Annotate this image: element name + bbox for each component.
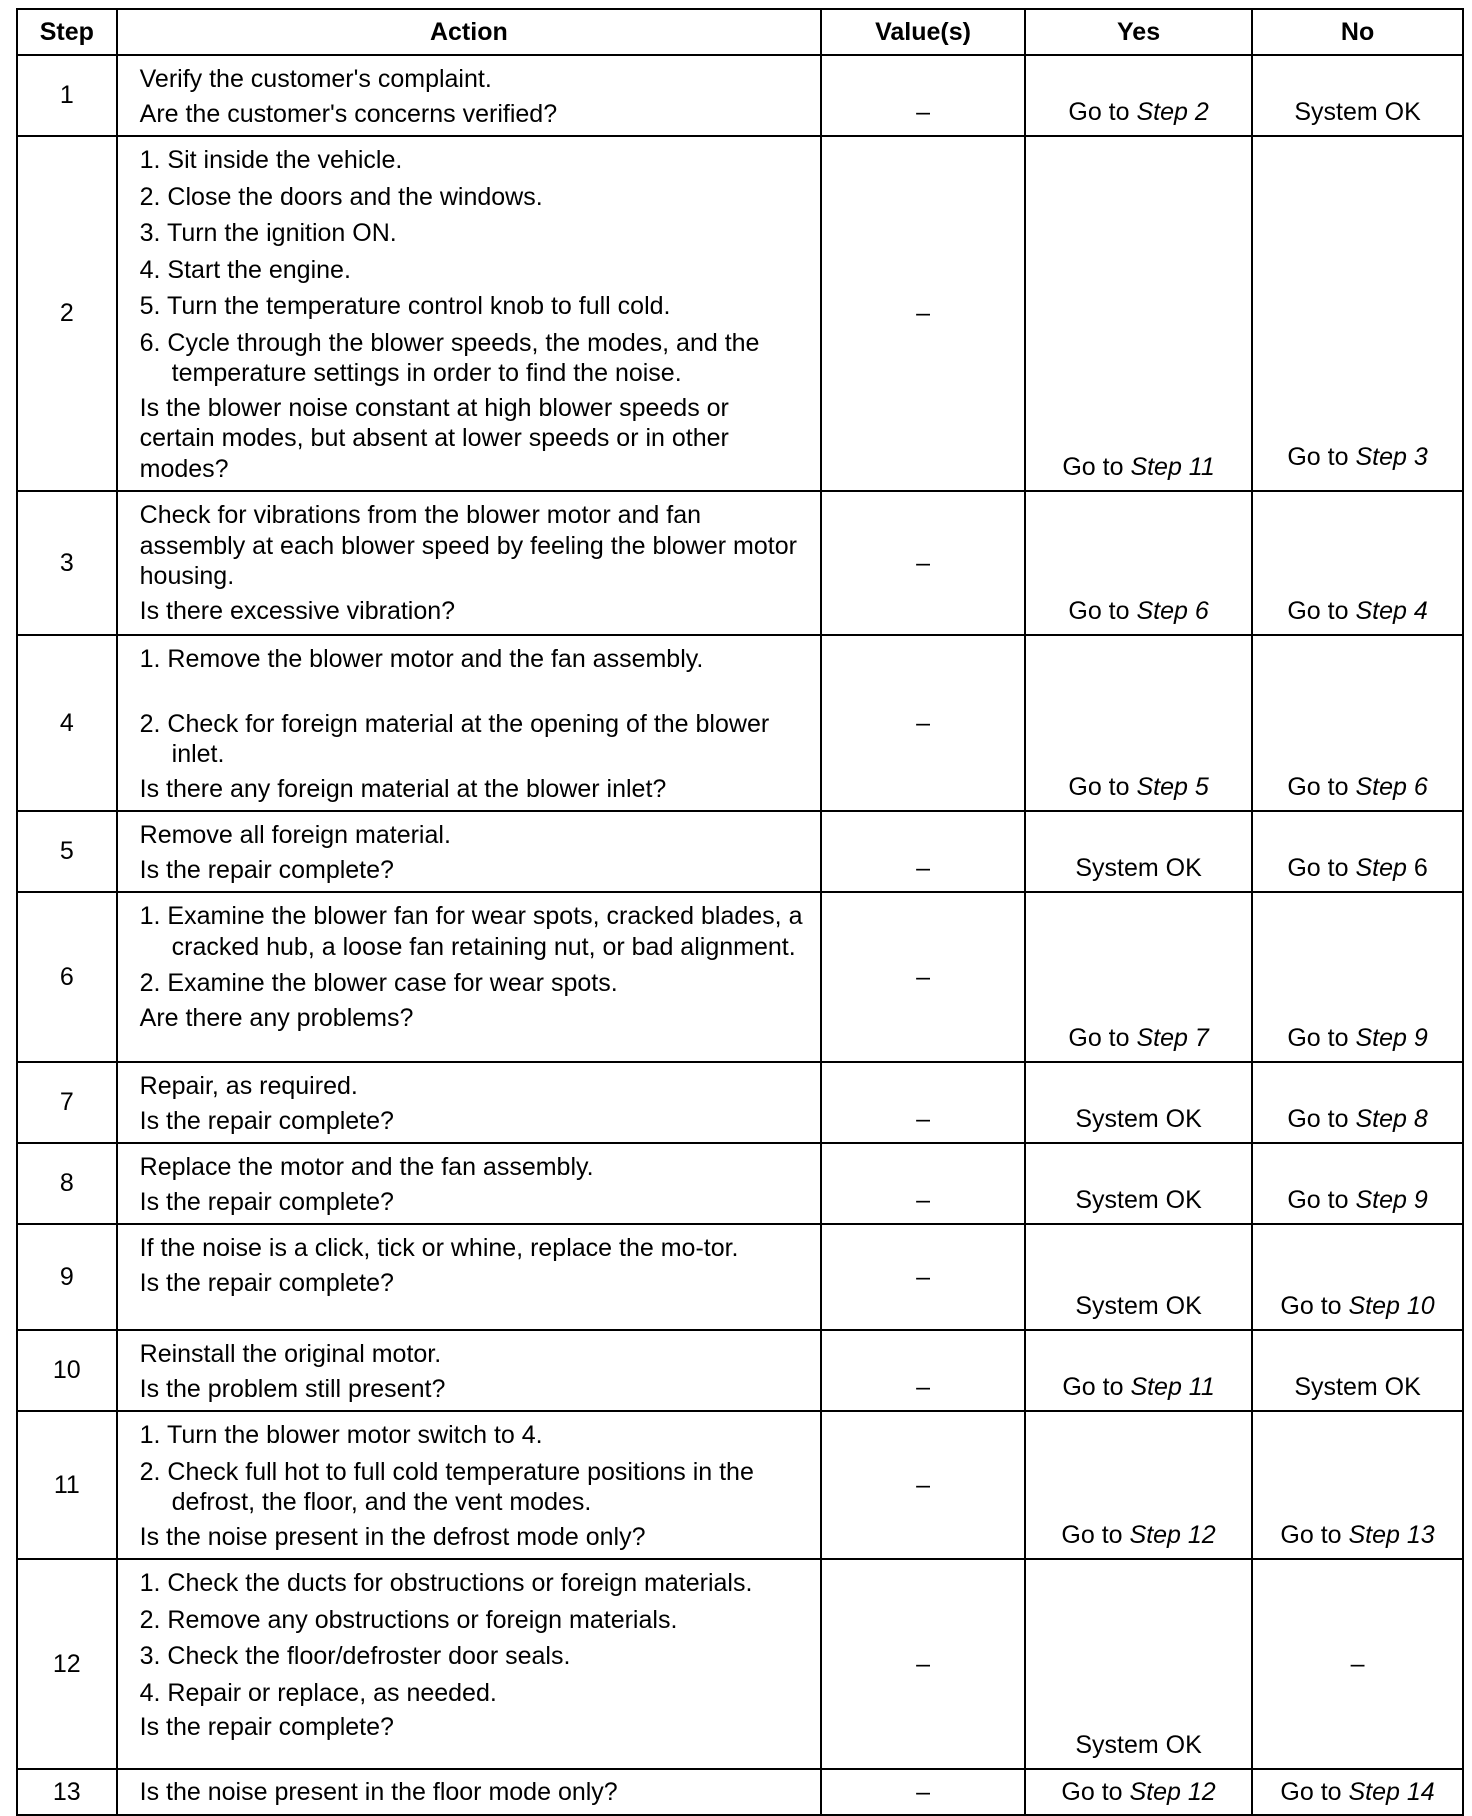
yes-text: Go to	[1068, 596, 1137, 625]
step-number: 7	[17, 1062, 117, 1143]
step-number: 12	[17, 1559, 117, 1769]
table-row	[17, 635, 1463, 811]
yes-step-ref: Step 2	[1136, 97, 1209, 126]
action-item: 1. Turn the blower motor switch to 4.	[139, 1421, 543, 1449]
table-row	[17, 1411, 1463, 1559]
yes-step-ref: Step 5	[1136, 772, 1209, 801]
value-cell: –	[821, 1559, 1025, 1769]
table-row	[17, 491, 1463, 635]
action-question: Is the problem still present?	[139, 1374, 446, 1403]
no-step-ref: Step 6	[1355, 772, 1428, 801]
no-step-ref: Step 9	[1355, 1185, 1428, 1214]
yes-text: System OK	[1075, 1730, 1202, 1759]
no-cell	[1252, 635, 1463, 811]
no-text: Go to	[1287, 596, 1356, 625]
yes-cell	[1025, 1769, 1252, 1815]
yes-step-ref: Step 12	[1129, 1777, 1216, 1806]
no-step-ref: Step 13	[1348, 1520, 1435, 1549]
no-cell	[1252, 1411, 1463, 1559]
value-cell: –	[821, 491, 1025, 635]
yes-text: Go to	[1061, 1520, 1130, 1549]
action-item: 5. Turn the temperature control knob to full cold.	[139, 292, 671, 320]
no-step-ref: Step 10	[1348, 1291, 1435, 1320]
action-item: 2. Close the doors and the windows.	[139, 182, 543, 211]
action-question: Are the customer's concerns verified?	[139, 99, 558, 128]
header-step: Step	[17, 9, 117, 55]
table-row	[17, 1062, 1463, 1143]
no-text: –	[1350, 1649, 1365, 1678]
yes-step-ref: Step 6	[1136, 596, 1209, 625]
no-text: Go to	[1280, 1520, 1349, 1549]
yes-step-ref: Step 11	[1130, 1372, 1215, 1401]
action-text: Remove all foreign material.	[139, 821, 451, 849]
value-cell: –	[821, 1330, 1025, 1411]
header-no: No	[1252, 9, 1463, 55]
yes-text: Go to	[1062, 1372, 1131, 1401]
no-cell	[1252, 1062, 1463, 1143]
action-question: Are there any problems?	[139, 1003, 414, 1032]
action-item: 1. Sit inside the vehicle.	[139, 146, 403, 174]
yes-cell	[1025, 55, 1252, 136]
table-row	[17, 55, 1463, 136]
step-number: 10	[17, 1330, 117, 1411]
value-cell: –	[821, 1143, 1025, 1224]
yes-text: Go to	[1061, 1777, 1130, 1806]
value-cell: –	[821, 1411, 1025, 1559]
no-text: Go to	[1287, 853, 1356, 882]
no-step-ref: Step	[1355, 853, 1407, 882]
no-text: Go to	[1287, 1104, 1356, 1133]
action-cell	[117, 1224, 821, 1330]
no-cell	[1252, 1143, 1463, 1224]
header-action: Action	[117, 9, 821, 55]
no-text: Go to	[1287, 442, 1356, 471]
action-cell	[117, 1411, 821, 1559]
step-number: 1	[17, 55, 117, 136]
value-cell: –	[821, 811, 1025, 892]
no-cell	[1252, 55, 1463, 136]
yes-cell	[1025, 635, 1252, 811]
action-text: Repair, as required.	[139, 1072, 358, 1100]
value-cell: –	[821, 136, 1025, 491]
no-cell	[1252, 811, 1463, 892]
table-row	[17, 1224, 1463, 1330]
action-cell	[117, 491, 821, 635]
table-row	[17, 1330, 1463, 1411]
yes-cell	[1025, 892, 1252, 1062]
table-row	[17, 892, 1463, 1062]
no-text: Go to	[1280, 1291, 1349, 1320]
yes-cell	[1025, 811, 1252, 892]
value-cell: –	[821, 1224, 1025, 1330]
yes-cell	[1025, 136, 1252, 491]
no-cell	[1252, 491, 1463, 635]
no-step-number: 6	[1406, 853, 1428, 882]
action-cell	[117, 55, 821, 136]
action-question: Is the repair complete?	[139, 1268, 394, 1297]
action-cell	[117, 635, 821, 811]
no-step-ref: Step 8	[1355, 1104, 1428, 1133]
no-text: Go to	[1287, 772, 1356, 801]
yes-text: Go to	[1068, 97, 1137, 126]
table-row	[17, 1143, 1463, 1224]
action-item: 6. Cycle through the blower speeds, the modes, and the temperature settings in order to find the noise.	[139, 328, 760, 387]
step-number: 5	[17, 811, 117, 892]
action-text: If the noise is a click, tick or whine, replace the mo-tor.	[139, 1234, 739, 1262]
no-step-ref: Step 9	[1355, 1023, 1428, 1052]
action-cell	[117, 1330, 821, 1411]
step-number: 4	[17, 635, 117, 811]
action-question: Is there any foreign material at the blower inlet?	[139, 774, 667, 803]
yes-text: System OK	[1075, 1291, 1202, 1320]
action-question: Is the blower noise constant at high blower speeds or certain modes, but absent at lower speeds or in other modes?	[139, 393, 729, 483]
action-question: Is the repair complete?	[139, 1106, 394, 1135]
no-cell	[1252, 1224, 1463, 1330]
action-cell	[117, 892, 821, 1062]
no-cell	[1252, 1559, 1463, 1769]
action-text: Replace the motor and the fan assembly.	[139, 1153, 594, 1181]
no-text: Go to	[1287, 1023, 1356, 1052]
action-question: Is the noise present in the defrost mode only?	[139, 1522, 646, 1551]
action-question: Is the noise present in the floor mode only?	[139, 1777, 618, 1806]
yes-text: System OK	[1075, 1104, 1202, 1133]
yes-text: System OK	[1075, 853, 1202, 882]
yes-step-ref: Step 12	[1129, 1520, 1216, 1549]
action-item: 2. Examine the blower case for wear spots.	[139, 969, 618, 997]
action-item: 3. Check the floor/defroster door seals.	[139, 1642, 571, 1670]
action-cell	[117, 811, 821, 892]
action-item: 1. Remove the blower motor and the fan assembly.	[139, 645, 704, 673]
no-cell	[1252, 1769, 1463, 1815]
yes-cell	[1025, 1411, 1252, 1559]
action-text: Reinstall the original motor.	[139, 1340, 442, 1368]
step-number: 2	[17, 136, 117, 491]
action-question: Is the repair complete?	[139, 1713, 394, 1741]
no-cell	[1252, 136, 1463, 491]
no-step-ref: Step 3	[1355, 442, 1428, 471]
action-cell	[117, 136, 821, 491]
table-row	[17, 136, 1463, 491]
action-item: 4. Repair or replace, as needed.	[139, 1678, 497, 1707]
action-question: Is the repair complete?	[139, 855, 394, 884]
step-number: 8	[17, 1143, 117, 1224]
yes-cell	[1025, 1062, 1252, 1143]
action-item: 1. Check the ducts for obstructions or foreign materials.	[139, 1569, 753, 1597]
action-text: Check for vibrations from the blower motor and fan assembly at each blower speed by feeling the blower motor housing.	[139, 501, 797, 590]
action-item: 2. Remove any obstructions or foreign materials.	[139, 1605, 678, 1634]
yes-cell	[1025, 1224, 1252, 1330]
value-cell: –	[821, 1769, 1025, 1815]
action-cell	[117, 1143, 821, 1224]
value-cell: –	[821, 55, 1025, 136]
step-number: 13	[17, 1769, 117, 1815]
action-question: Is there excessive vibration?	[139, 596, 456, 625]
header-values: Value(s)	[821, 9, 1025, 55]
diagnostic-table	[16, 8, 1464, 1816]
yes-step-ref: Step 11	[1130, 452, 1215, 481]
value-cell: –	[821, 892, 1025, 1062]
yes-text: System OK	[1075, 1185, 1202, 1214]
yes-text: Go to	[1068, 1023, 1137, 1052]
value-cell: –	[821, 635, 1025, 811]
yes-text: Go to	[1068, 772, 1137, 801]
action-item: 4. Start the engine.	[139, 255, 351, 284]
no-step-ref: Step 14	[1348, 1777, 1435, 1806]
no-cell	[1252, 1330, 1463, 1411]
table-row	[17, 1559, 1463, 1769]
value-cell: –	[821, 1062, 1025, 1143]
yes-text: Go to	[1062, 452, 1131, 481]
table-row	[17, 811, 1463, 892]
action-item: 1. Examine the blower fan for wear spots, cracked blades, a cracked hub, a loose fan retaining nut, or bad alignment.	[139, 902, 803, 961]
no-text: Go to	[1280, 1777, 1349, 1806]
action-cell	[117, 1062, 821, 1143]
no-cell	[1252, 892, 1463, 1062]
action-text: Verify the customer's complaint.	[139, 65, 492, 93]
action-item: 2. Check for foreign material at the opening of the blower inlet.	[139, 709, 770, 768]
header-row	[17, 9, 1463, 55]
yes-cell	[1025, 1330, 1252, 1411]
yes-cell	[1025, 491, 1252, 635]
step-number: 6	[17, 892, 117, 1062]
yes-step-ref: Step 7	[1136, 1023, 1209, 1052]
action-item: 3. Turn the ignition ON.	[139, 219, 397, 247]
no-step-ref: Step 4	[1355, 596, 1428, 625]
action-cell	[117, 1559, 821, 1769]
header-yes: Yes	[1025, 9, 1252, 55]
yes-cell	[1025, 1143, 1252, 1224]
diagnostic-table-document	[16, 8, 1464, 1816]
action-cell	[117, 1769, 821, 1815]
action-question: Is the repair complete?	[139, 1187, 394, 1216]
action-item: 2. Check full hot to full cold temperature positions in the defrost, the floor, and the vent modes.	[139, 1457, 754, 1516]
table-row	[17, 1769, 1463, 1815]
step-number: 11	[17, 1411, 117, 1559]
step-number: 9	[17, 1224, 117, 1330]
yes-cell	[1025, 1559, 1252, 1769]
step-number: 3	[17, 491, 117, 635]
spacer	[140, 675, 806, 703]
no-text: System OK	[1294, 97, 1421, 126]
no-text: System OK	[1294, 1372, 1421, 1401]
no-text: Go to	[1287, 1185, 1356, 1214]
